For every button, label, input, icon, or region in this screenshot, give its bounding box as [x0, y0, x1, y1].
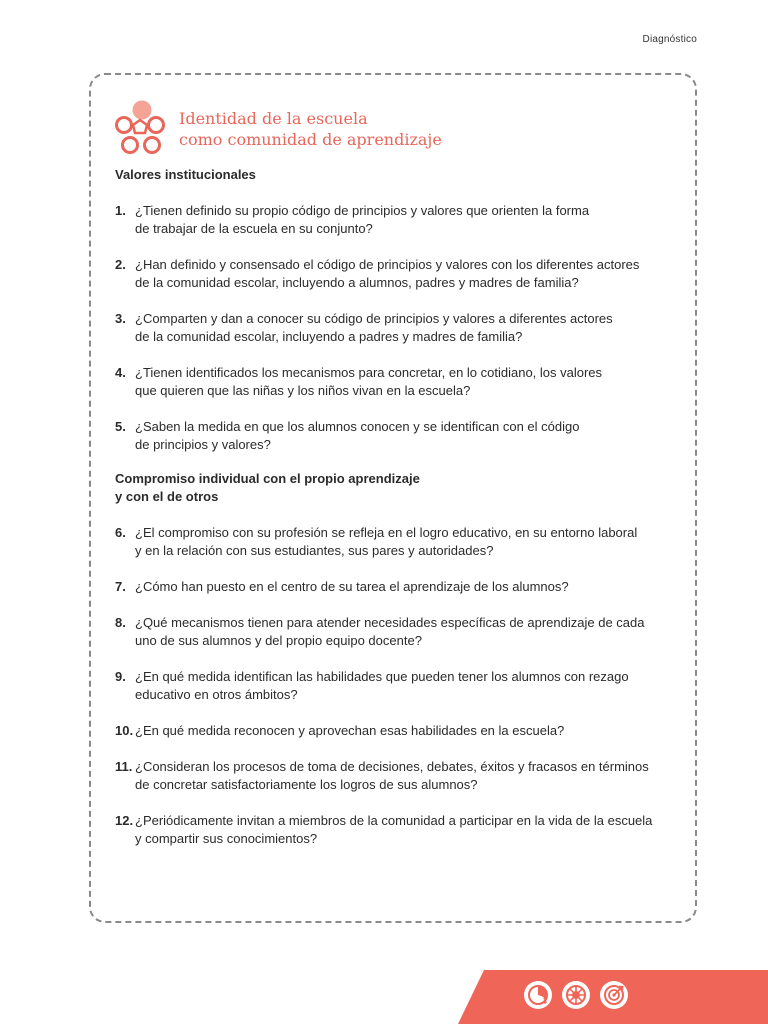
page-header-label: Diagnóstico [642, 34, 697, 45]
question-text [135, 578, 685, 596]
question-text [135, 310, 685, 346]
question-item [115, 310, 685, 346]
question-text-line: de trabajar de la escuela en su conjunto? [135, 221, 373, 236]
question-text-line: de la comunidad escolar, incluyendo a alumnos, padres y madres de familia? [135, 275, 579, 290]
page-title-line: como comunidad de aprendizaje [179, 130, 442, 149]
question-text-line: ¿Tienen identificados los mecanismos para concretar, en lo cotidiano, los valores [135, 365, 603, 380]
question-text-line: que quieren que las niñas y los niños vivan en la escuela? [135, 383, 471, 398]
question-text-line: ¿En qué medida identifican las habilidades que pueden tener los alumnos con rezago [135, 669, 629, 684]
page-title-line: Identidad de la escuela [179, 109, 368, 128]
question-list [115, 524, 685, 848]
question-item [115, 614, 685, 650]
question-item [115, 812, 685, 848]
question-text-line: ¿Consideran los procesos de toma de decisiones, debates, éxitos y fracasos en términos [135, 759, 649, 774]
question-text-line: ¿Han definido y consensado el código de principios y valores con los diferentes actores [135, 257, 640, 272]
question-text [135, 668, 685, 704]
question-text [135, 524, 685, 560]
question-number: 4. [115, 365, 126, 380]
question-item [115, 668, 685, 704]
question-text-line: ¿Cómo han puesto en el centro de su tarea el aprendizaje de los alumnos? [135, 579, 569, 594]
question-number: 8. [115, 615, 126, 630]
question-text-line: y compartir sus conocimientos? [135, 831, 318, 846]
wheel-icon[interactable] [561, 980, 591, 1010]
question-text-line: ¿Tienen definido su propio código de principios y valores que orienten la forma [135, 203, 590, 218]
questionnaire [115, 166, 685, 848]
question-text [135, 614, 685, 650]
question-number: 7. [115, 579, 126, 594]
question-item [115, 578, 685, 596]
question-item [115, 524, 685, 560]
question-text [135, 758, 685, 794]
question-text-line: y en la relación con sus estudiantes, sus pares y autoridades? [135, 543, 494, 558]
question-text-line: educativo en otros ámbitos? [135, 687, 298, 702]
target-icon[interactable] [599, 980, 629, 1010]
question-number: 1. [115, 203, 126, 218]
question-item [115, 364, 685, 400]
question-text-line: de principios y valores? [135, 437, 271, 452]
question-text-line: uno de sus alumnos y del propio equipo docente? [135, 633, 422, 648]
section-heading [115, 470, 685, 506]
question-text-line: de la comunidad escolar, incluyendo a padres y madres de familia? [135, 329, 523, 344]
community-logo-icon [112, 98, 168, 158]
question-item [115, 418, 685, 454]
question-text [135, 722, 685, 740]
section-heading-line: Compromiso individual con el propio aprendizaje [115, 471, 420, 486]
page-title [179, 108, 442, 150]
question-item [115, 722, 685, 740]
question-number: 3. [115, 311, 126, 326]
question-list [115, 202, 685, 454]
question-text-line: ¿Comparten y dan a conocer su código de principios y valores a diferentes actores [135, 311, 613, 326]
question-number: 10. [115, 723, 134, 738]
question-number: 12. [115, 813, 134, 828]
section-heading-line: y con el de otros [115, 489, 219, 504]
question-text-line: ¿Periódicamente invitan a miembros de la comunidad a participar en la vida de la escuela [135, 813, 653, 828]
question-text-line: ¿El compromiso con su profesión se refleja en el logro educativo, en su entorno laboral [135, 525, 638, 540]
section-heading-line: Valores institucionales [115, 167, 256, 182]
question-text-line: de concretar satisfactoriamente los logros de sus alumnos? [135, 777, 478, 792]
footer-icon-group [523, 980, 629, 1010]
question-item [115, 256, 685, 292]
question-text-line: ¿Qué mecanismos tienen para atender necesidades específicas de aprendizaje de cada [135, 615, 645, 630]
section-heading [115, 166, 685, 184]
question-text [135, 812, 685, 848]
question-text [135, 256, 685, 292]
question-item [115, 758, 685, 794]
question-number: 5. [115, 419, 126, 434]
question-text [135, 418, 685, 454]
question-number: 11. [115, 759, 133, 774]
question-text-line: ¿En qué medida reconocen y aprovechan esas habilidades en la escuela? [135, 723, 565, 738]
question-number: 9. [115, 669, 126, 684]
question-text [135, 202, 685, 238]
question-text-line: ¿Saben la medida en que los alumnos conocen y se identifican con el código [135, 419, 580, 434]
question-text [135, 364, 685, 400]
question-item [115, 202, 685, 238]
question-number: 6. [115, 525, 126, 540]
question-number: 2. [115, 257, 126, 272]
pie-chart-icon[interactable] [523, 980, 553, 1010]
